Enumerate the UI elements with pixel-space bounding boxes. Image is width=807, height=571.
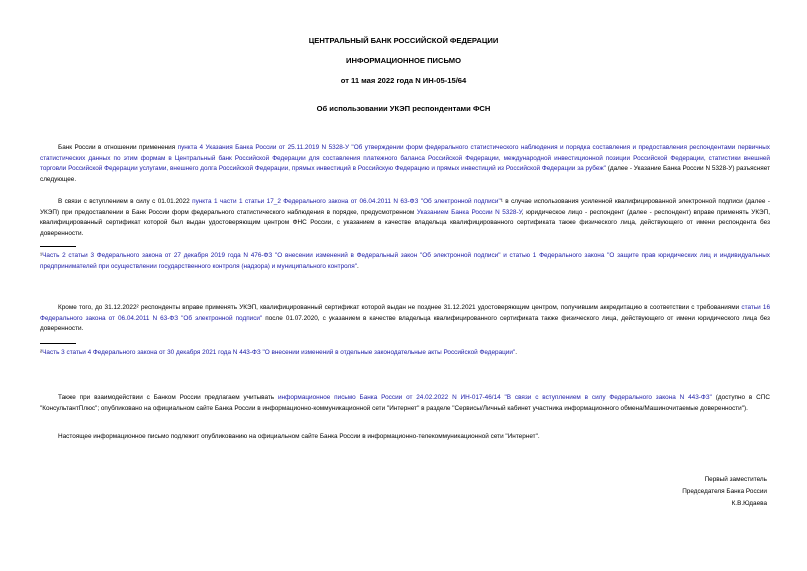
paragraph-publication bbox=[40, 432, 770, 443]
footnote-mark: ² bbox=[40, 349, 43, 356]
link-ukazanie-5328u-short[interactable]: Указанием Банка России N 5328-У bbox=[416, 208, 522, 216]
text: ¹ в случае использования усиленной квалифицированной электронной подписи (далее - УКЭП) при предоставлении в Банк России форм федерального статистического наблюдения в порядке, предусмотренном bbox=[40, 198, 770, 216]
paragraph-until-2022 bbox=[40, 303, 770, 335]
signature-block bbox=[607, 474, 767, 510]
footnote-divider bbox=[40, 343, 76, 344]
text: Кроме того, до 31.12.2022² респонденты вправе применять УКЭП, квалифицированный сертификат которой выдан не позднее 31.12.2021 удостоверяющим центром, получившим аккредитацию в соответствии с требованиями bbox=[58, 304, 742, 311]
link-info-letter-in-017-46-14[interactable]: информационное письмо Банка России от 24.02.2022 N ИН-017-46/14 "В связи с вступлением в силу Федерального закона N 443-ФЗ" bbox=[277, 394, 712, 401]
text: . bbox=[357, 262, 359, 270]
footnote-1 bbox=[40, 251, 770, 272]
text: . bbox=[515, 349, 517, 356]
link-63fz-article-16[interactable]: статьи 16 Федерального закона от 06.04.2011 N 63-ФЗ "Об электронной подписи" bbox=[40, 304, 770, 322]
paragraph-intro bbox=[40, 143, 770, 185]
signatory-position: Первый заместитель bbox=[704, 476, 767, 483]
document-date-number: от 11 мая 2022 года N ИН-05-15/64 bbox=[340, 76, 467, 85]
text: В связи с вступлением в силу с 01.01.2022 bbox=[58, 198, 193, 205]
text: , юридическое лицо - респондент (далее - респондент) вправе применять УКЭП, квалифицированный сертификат которой был выдан удостоверяющим центром ФНС России, с указанием в качестве владельца квалифицированного сертификата также физического лица, действующего от имени респондента без доверенности. bbox=[40, 208, 770, 237]
text: Банк России в отношении применения bbox=[58, 144, 178, 151]
link-63fz-article-17-2[interactable]: пункта 1 части 1 статьи 17_2 Федерального закона от 06.04.2011 N 63-ФЗ "Об электронной подписи" bbox=[192, 198, 501, 205]
paragraph-ukep-fns bbox=[40, 197, 770, 239]
footnote-2 bbox=[40, 348, 770, 359]
text: (далее - Указание Банка России N 5328-У) разъясняет следующее. bbox=[40, 165, 771, 183]
issuer-title: ЦЕНТРАЛЬНЫЙ БАНК РОССИЙСКОЙ ФЕДЕРАЦИИ bbox=[308, 36, 499, 45]
text: (доступно в СПС "КонсультантПлюс"; опубликовано на официальном сайте Банка России в информационно-коммуникационной сети "Интернет" в разделе "Сервисы/Личный кабинет участника информационного обмена/Машиночитаемые доверенности"). bbox=[40, 394, 771, 412]
document-type: ИНФОРМАЦИОННОЕ ПИСЬМО bbox=[346, 56, 461, 65]
footnote-mark: ¹ bbox=[40, 252, 43, 259]
link-ukazanie-5328u[interactable]: пункта 4 Указания Банка России от 25.11.2019 N 5328-У "Об утверждении форм федерального статистического наблюдения и порядка составления и предоставления респондентами первичных статистических данных по этим формам в Центральный банк Российской Федерации для составления платежного баланса Российской Федерации, международной инвестиционной позиции Российской Федерации, статистики внешней торговли Российской Федерации услугами, внешнего долга Российской Федерации, прямых инвестиций в Российскую Федерацию и прямых инвестиций из Российской Федерации за рубеж" bbox=[40, 144, 770, 173]
signatory-position-org: Председателя Банка России bbox=[682, 488, 767, 495]
text: после 01.07.2020, с указанием в качестве владельца квалифицированного сертификата также физического лица, действующего от имени юридического лица без доверенности. bbox=[40, 314, 770, 333]
paragraph-info-letter bbox=[40, 393, 770, 414]
document-subject: Об использовании УКЭП респондентами ФСН bbox=[316, 104, 491, 113]
text: Настоящее информационное письмо подлежит опубликованию на официальном сайте Банка России в информационно-телекоммуникационной сети "Интернет". bbox=[58, 433, 540, 440]
footnote-divider bbox=[40, 246, 76, 247]
link-443fz[interactable]: Часть 3 статьи 4 Федерального закона от 30 декабря 2021 года N 443-ФЗ "О внесении изменений в отдельные законодательные акты Российской Федерации" bbox=[42, 349, 516, 356]
signatory-name: К.В.Юдаева bbox=[731, 500, 767, 507]
text: Также при взаимодействии с Банком России предлагаем учитывать bbox=[58, 394, 278, 401]
link-476fz[interactable]: Часть 2 статьи 3 Федерального закона от 27 декабря 2019 года N 476-ФЗ "О внесении изменений в Федеральный закон "Об электронной подписи" и статью 1 Федерального закона "О защите прав юридических лиц и индивидуальных предпринимателей при осуществлении государственного контроля (надзора) и муниципального контроля" bbox=[40, 252, 770, 270]
